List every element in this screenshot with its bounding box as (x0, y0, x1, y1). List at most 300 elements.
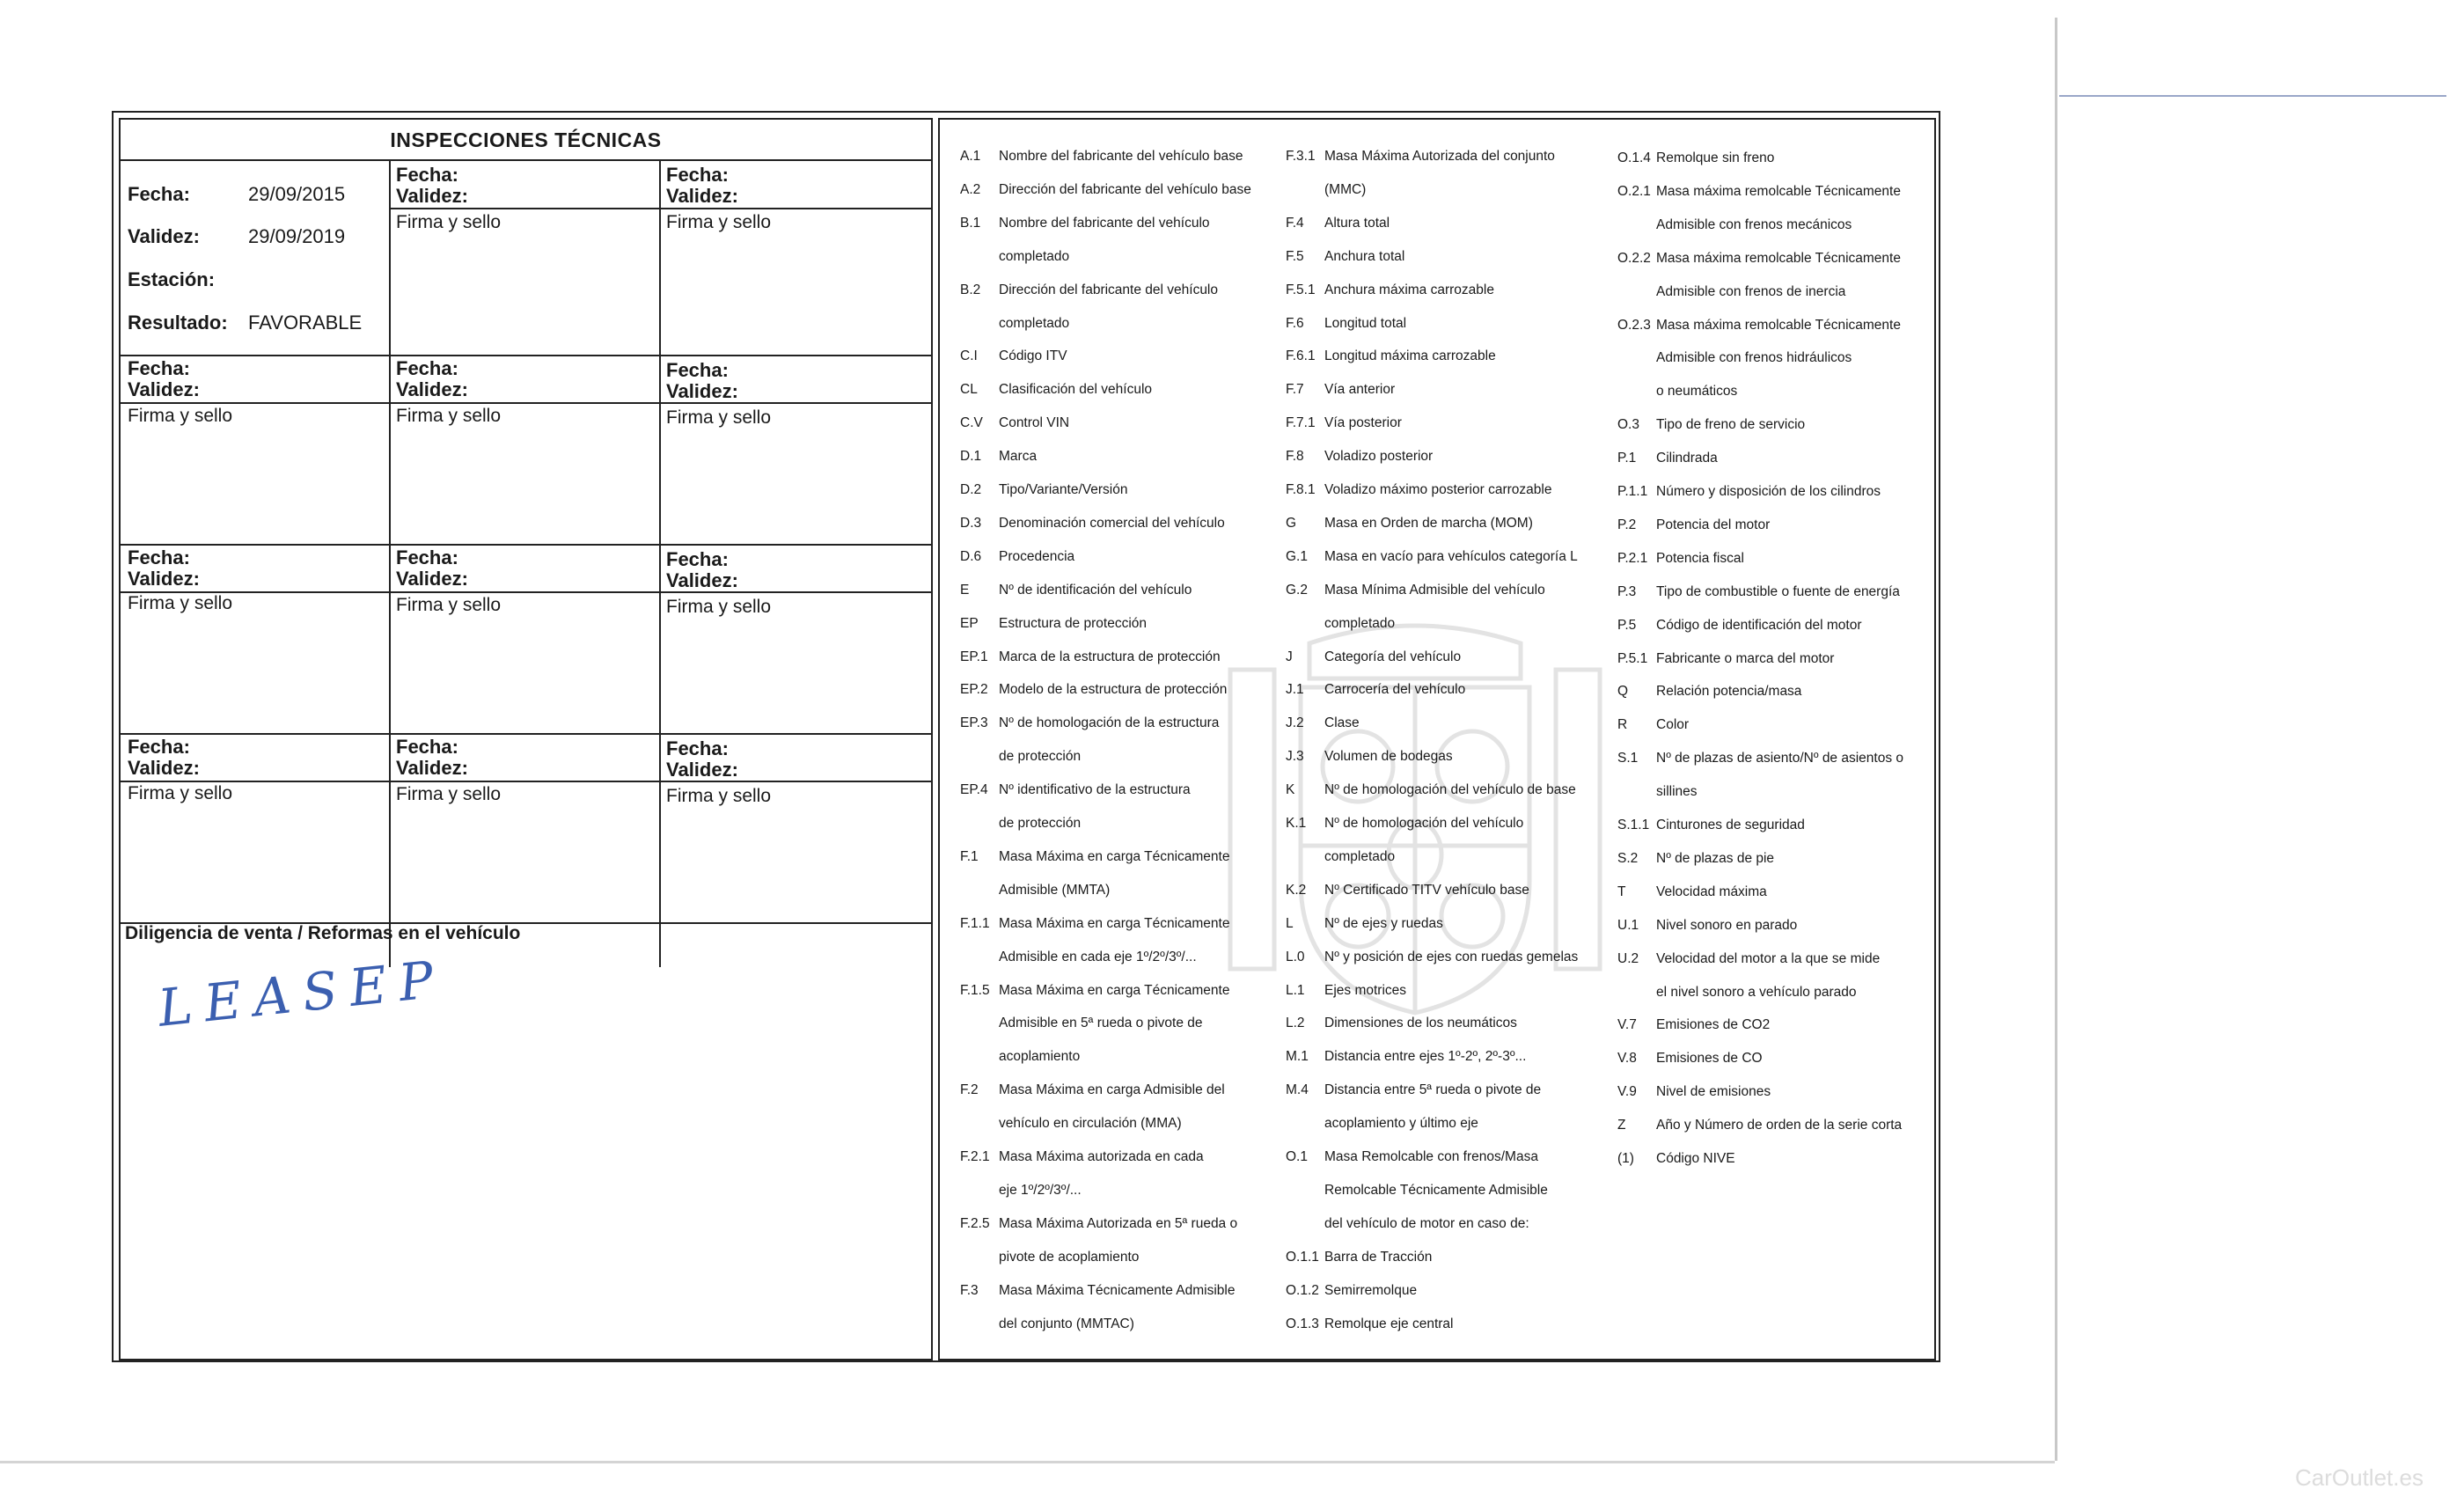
legend-code: F.2 (960, 1082, 979, 1098)
legend-code: O.1.4 (1617, 150, 1651, 165)
legend-entry (1286, 1048, 1526, 1066)
paper-bottom-edge (0, 1461, 2055, 1463)
legend-text: Nº Certificado TITV vehículo base (1324, 882, 1529, 898)
legend-entry (1617, 716, 1689, 734)
legend-text: Masa máxima remolcable Técnicamente (1656, 317, 1901, 333)
legend-code: V.8 (1617, 1051, 1637, 1067)
legend-entry (960, 848, 1229, 866)
firma-sello-label: Firma y sello (128, 783, 233, 803)
handwritten-annotation: LEASEP (155, 948, 449, 1038)
firma-sello-label: Firma y sello (396, 595, 502, 615)
legend-code: G.2 (1286, 582, 1308, 598)
validez-label: Validez: (396, 378, 468, 400)
legend-entry (1617, 1050, 1763, 1067)
legend-code: O.1.1 (1286, 1249, 1319, 1265)
fecha-label: Fecha: (666, 359, 729, 381)
legend-text: Masa máxima remolcable Técnicamente (1656, 183, 1901, 199)
legend-code: F.2.1 (960, 1149, 990, 1164)
legend-text-continuation: sillines (1656, 784, 1698, 800)
legend-text: Nº de identificación del vehículo (999, 582, 1192, 598)
legend-entry (960, 215, 1210, 232)
legend-code: O.1.3 (1286, 1316, 1319, 1331)
validez-label: Validez: (666, 185, 738, 207)
legend-code: D.3 (960, 515, 982, 531)
legend-entry (1617, 517, 1770, 534)
legend-code: G.1 (1286, 548, 1308, 564)
legend-text: Marca (999, 449, 1038, 465)
legend-text: Ejes motrices (1324, 982, 1407, 998)
legend-entry (960, 681, 1227, 699)
fecha-label: Fecha: (128, 357, 190, 379)
legend-entry (1617, 583, 1900, 601)
legend-text-continuation: de protección (999, 816, 1082, 831)
legend-text-continuation: Admisible con frenos mecánicos (1656, 216, 1852, 232)
legend-code: K.2 (1286, 882, 1307, 898)
legend-text-continuation: completado (1324, 615, 1396, 631)
legend-text-continuation: vehículo en circulación (MMA) (999, 1116, 1182, 1132)
legend-text: Masa Máxima Autorizada del conjunto (1324, 149, 1555, 164)
legend-text: Altura total (1324, 215, 1390, 231)
legend-code: EP.4 (960, 782, 988, 798)
legend-text: Vía anterior (1324, 382, 1396, 398)
legend-text: Volumen de bodegas (1324, 749, 1453, 765)
legend-entry (1286, 248, 1404, 266)
legend-code: F.3.1 (1286, 149, 1316, 164)
legend-code: L.2 (1286, 1016, 1305, 1031)
legend-code: A.2 (960, 181, 981, 197)
legend-text: Relación potencia/masa (1656, 684, 1802, 700)
legend-text: Código de identificación del motor (1656, 617, 1862, 633)
legend-entry (1286, 815, 1523, 832)
legend-entry (1617, 683, 1801, 700)
legend-code: O.2.1 (1617, 183, 1651, 199)
row2-header-line (121, 402, 931, 404)
legend-text: Masa en Orden de marcha (MOM) (1324, 515, 1533, 531)
legend-code: F.7 (1286, 382, 1304, 398)
col-divider-1 (389, 159, 391, 967)
legend-code: S.1.1 (1617, 818, 1650, 832)
validez-label: Validez: (396, 568, 468, 590)
legend-text: Carrocería del vehículo (1324, 682, 1466, 698)
legend-text: Potencia del motor (1656, 517, 1771, 532)
legend-text: Categoría del vehículo (1324, 649, 1462, 664)
legend-text: Masa máxima remolcable Técnicamente (1656, 250, 1901, 266)
legend-text-continuation: o neumáticos (1656, 384, 1738, 400)
legend-code: P.5.1 (1617, 650, 1648, 666)
legend-text: Voladizo posterior (1324, 449, 1434, 465)
legend-text: Distancia entre ejes 1º-2º, 2º-3º... (1324, 1049, 1527, 1065)
legend-entry (1617, 884, 1767, 901)
legend-entry (1617, 617, 1862, 634)
legend-text-continuation: Remolcable Técnicamente Admisible (1324, 1182, 1548, 1198)
legend-entry (960, 915, 1229, 933)
legend-text: Masa Máxima en carga Técnicamente (999, 848, 1230, 864)
legend-code: B.1 (960, 215, 981, 231)
validez-label: Validez: (666, 380, 738, 402)
legend-code: G (1286, 515, 1297, 531)
fecha-label: Fecha: (666, 548, 729, 570)
row1-bottom (121, 355, 931, 356)
row4-header-line (121, 781, 931, 782)
legend-text: Masa Máxima en carga Técnicamente (999, 915, 1230, 931)
legend-code: K (1286, 782, 1295, 798)
legend-code: J.3 (1286, 749, 1304, 765)
legend-text: Masa Máxima autorizada en cada (999, 1149, 1204, 1164)
legend-text: Procedencia (999, 548, 1075, 564)
legend-entry (960, 448, 1037, 466)
legend-text: Cilindrada (1656, 451, 1718, 466)
legend-code: B.2 (960, 282, 981, 297)
legend-code: O.2.2 (1617, 250, 1651, 266)
legend-code: V.9 (1617, 1084, 1637, 1100)
legend-text: Dirección del fabricante del vehículo base (999, 181, 1251, 197)
legend-panel (938, 118, 1936, 1360)
legend-text: Dimensiones de los neumáticos (1324, 1016, 1517, 1031)
validez-label: Validez: (666, 569, 738, 591)
legend-text: Longitud máxima carrozable (1324, 348, 1496, 364)
estacion-label: Estación: (128, 268, 216, 290)
legend-text-continuation: completado (999, 248, 1070, 264)
legend-entry (960, 381, 1152, 399)
fecha-label: Fecha: (128, 183, 190, 205)
legend-entry (960, 481, 1127, 499)
fecha-label: Fecha: (666, 164, 729, 186)
legend-code: O.2.3 (1617, 317, 1651, 333)
watermark: CarOutlet.es (2295, 1464, 2424, 1491)
legend-entry (960, 649, 1221, 666)
legend-text: Cinturones de seguridad (1656, 818, 1805, 832)
legend-entry (1286, 1015, 1517, 1032)
legend-text: Color (1656, 717, 1690, 733)
firma-sello-label: Firma y sello (666, 407, 772, 428)
legend-entry (1286, 548, 1578, 566)
legend-code: F.3 (960, 1282, 979, 1298)
legend-entry (1286, 414, 1402, 432)
legend-entry (960, 548, 1074, 566)
legend-code: U.1 (1617, 917, 1639, 933)
legend-text: Número y disposición de los cilindros (1656, 484, 1881, 499)
legend-text-continuation: eje 1º/2º/3º/... (999, 1182, 1082, 1198)
legend-code: F.6.1 (1286, 348, 1316, 364)
legend-code: L.1 (1286, 982, 1305, 998)
legend-text: Código ITV (999, 348, 1067, 364)
legend-code: C.I (960, 348, 978, 364)
legend-entry (1286, 448, 1433, 466)
validez-label: Validez: (666, 759, 738, 781)
legend-text: Tipo de combustible o fuente de energía (1656, 583, 1900, 599)
legend-code: L (1286, 915, 1294, 931)
legend-text-continuation: del conjunto (MMTAC) (999, 1316, 1134, 1331)
legend-text: Control VIN (999, 415, 1070, 431)
row2-bottom (121, 544, 931, 546)
legend-entry (960, 148, 1243, 165)
legend-text: Anchura total (1324, 248, 1405, 264)
legend-entry (1617, 1150, 1735, 1168)
legend-entry (1617, 1117, 1902, 1134)
legend-text-continuation: completado (999, 315, 1070, 331)
legend-entry (960, 1148, 1204, 1166)
legend-entry (960, 414, 1069, 432)
resultado-label: Resultado: (128, 312, 228, 334)
fecha-label: Fecha: (128, 546, 190, 568)
legend-text-continuation: Admisible con frenos de inercia (1656, 283, 1846, 299)
legend-entry (1286, 681, 1465, 699)
panel-title: INSPECCIONES TÉCNICAS (390, 128, 662, 151)
legend-text: Nº de homologación de la estructura (999, 715, 1220, 731)
legend-text-continuation: Admisible (MMTA) (999, 882, 1111, 898)
legend-entry (1286, 915, 1443, 933)
fecha-label: Fecha: (396, 357, 458, 379)
legend-text-continuation: Admisible en 5ª rueda o pivote de (999, 1016, 1203, 1031)
legend-entry (960, 282, 1218, 299)
legend-text: Nº de plazas de pie (1656, 850, 1775, 866)
legend-code: F.5 (1286, 248, 1304, 264)
legend-text-continuation: de protección (999, 749, 1082, 765)
validez-label: Validez: (128, 568, 200, 590)
legend-code: A.1 (960, 149, 981, 164)
diligencia-label: Diligencia de venta / Reformas en el vehículo (125, 923, 521, 943)
legend-entry (960, 615, 1147, 633)
legend-text: Velocidad del motor a la que se mide (1656, 950, 1881, 966)
legend-entry (1286, 282, 1494, 299)
legend-entry (1617, 850, 1774, 868)
legend-text: Masa Máxima en carga Técnicamente (999, 982, 1230, 998)
legend-entry (960, 1082, 1225, 1099)
legend-code: F.1.1 (960, 915, 990, 931)
legend-code: T (1617, 884, 1626, 899)
legend-entry (1286, 1282, 1417, 1300)
legend-code: P.1 (1617, 451, 1637, 466)
legend-text-continuation: pivote de acoplamiento (999, 1249, 1140, 1265)
legend-code: D.1 (960, 449, 982, 465)
legend-code: O.3 (1617, 417, 1639, 433)
fecha-label: Fecha: (396, 164, 458, 186)
legend-code: F.4 (1286, 215, 1304, 231)
legend-text: Longitud total (1324, 315, 1407, 331)
legend-entry (1286, 515, 1533, 532)
legend-text: Año y Número de orden de la serie corta (1656, 1118, 1903, 1133)
legend-entry (1617, 950, 1880, 968)
legend-text: Nº identificativo de la estructura (999, 782, 1191, 798)
legend-text: Remolque eje central (1324, 1316, 1454, 1331)
fecha-label: Fecha: (128, 736, 190, 758)
legend-text: Masa Remolcable con frenos/Masa (1324, 1149, 1538, 1164)
legend-code: S.1 (1617, 751, 1639, 766)
legend-entry (1286, 949, 1578, 966)
legend-code: F.2.5 (960, 1215, 990, 1231)
legend-text-continuation: (MMC) (1324, 181, 1367, 197)
legend-entry (1286, 582, 1545, 599)
legend-code: F.8.1 (1286, 482, 1316, 497)
paper-right-line (2059, 95, 2446, 97)
fecha-label: Fecha: (396, 736, 458, 758)
legend-entry (1617, 1016, 1770, 1034)
legend-text: Dirección del fabricante del vehículo (999, 282, 1218, 297)
legend-entry (960, 582, 1192, 599)
legend-entry (960, 982, 1229, 1000)
legend-entry (1617, 917, 1797, 935)
legend-entry (1286, 748, 1453, 766)
legend-code: CL (960, 382, 978, 398)
firma-sello-label: Firma y sello (666, 786, 772, 806)
legend-text: Remolque sin freno (1656, 150, 1775, 165)
legend-text: Modelo de la estructura de protección (999, 682, 1228, 698)
legend-text: Nº de ejes y ruedas (1324, 915, 1443, 931)
legend-text-continuation: Admisible en cada eje 1º/2º/3º/... (999, 949, 1197, 964)
legend-entry (1617, 1083, 1771, 1101)
legend-text-continuation: acoplamiento y último eje (1324, 1116, 1478, 1132)
legend-text: Emisiones de CO (1656, 1051, 1763, 1067)
fecha-label: Fecha: (666, 737, 729, 759)
legend-entry (960, 1282, 1236, 1300)
legend-text: Velocidad máxima (1656, 884, 1767, 899)
legend-code: P.3 (1617, 583, 1637, 599)
firma-sello-label: Firma y sello (666, 597, 772, 617)
legend-code: F.6 (1286, 315, 1304, 331)
resultado-value: FAVORABLE (248, 312, 363, 334)
firma-sello-label: Firma y sello (666, 212, 772, 232)
validez-label: Validez: (128, 225, 200, 247)
legend-text-continuation: el nivel sonoro a vehículo parado (1656, 984, 1857, 1000)
legend-text: Nivel de emisiones (1656, 1084, 1771, 1100)
legend-code: P.2 (1617, 517, 1637, 532)
validez-value: 29/09/2019 (248, 225, 346, 247)
legend-code: P.5 (1617, 617, 1637, 633)
legend-text: Fabricante o marca del motor (1656, 650, 1835, 666)
firma-sello-label: Firma y sello (396, 406, 502, 426)
validez-label: Validez: (396, 185, 468, 207)
col-divider-2 (659, 159, 661, 967)
legend-entry (960, 348, 1067, 365)
legend-text: Tipo de freno de servicio (1656, 417, 1806, 433)
validez-label: Validez: (396, 757, 468, 779)
legend-code: F.5.1 (1286, 282, 1316, 297)
legend-code: EP.3 (960, 715, 988, 731)
legend-code: R (1617, 717, 1628, 733)
legend-entry (1617, 183, 1901, 201)
fecha-value: 29/09/2015 (248, 183, 346, 205)
legend-entry (960, 181, 1251, 199)
legend-code: J.1 (1286, 682, 1304, 698)
row1-header-line (389, 208, 931, 209)
legend-text: Nº de homologación del vehículo de base (1324, 782, 1576, 798)
legend-code: EP.1 (960, 649, 988, 664)
legend-entry (960, 515, 1225, 532)
legend-code: F.7.1 (1286, 415, 1316, 431)
validez-label: Validez: (128, 757, 200, 779)
legend-text: Anchura máxima carrozable (1324, 282, 1494, 297)
legend-text: Clasificación del vehículo (999, 382, 1153, 398)
legend-entry (1286, 1249, 1432, 1266)
legend-entry (1286, 381, 1395, 399)
legend-code: U.2 (1617, 950, 1639, 966)
legend-code: Q (1617, 684, 1629, 700)
legend-code: EP.2 (960, 682, 988, 698)
firma-sello-label: Firma y sello (396, 784, 502, 804)
legend-entry (1286, 1316, 1453, 1333)
legend-code: O.1 (1286, 1149, 1308, 1164)
legend-code: D.6 (960, 548, 982, 564)
legend-entry (1617, 250, 1901, 268)
legend-text: Semirremolque (1324, 1282, 1418, 1298)
legend-text: Tipo/Variante/Versión (999, 482, 1128, 497)
row3-bottom (121, 733, 931, 735)
legend-code: D.2 (960, 482, 982, 497)
row3-header-line (121, 591, 931, 593)
legend-entry (1286, 715, 1360, 732)
legend-entry (1286, 215, 1390, 232)
legend-entry (960, 1215, 1237, 1233)
legend-code: F.8 (1286, 449, 1304, 465)
firma-sello-label: Firma y sello (128, 406, 233, 426)
legend-text-continuation: Admisible con frenos hidráulicos (1656, 350, 1852, 366)
legend-code: Z (1617, 1118, 1626, 1133)
firma-sello-label: Firma y sello (396, 212, 502, 232)
legend-entry (1617, 750, 1903, 767)
paper-right-edge (2055, 18, 2057, 1461)
legend-code: S.2 (1617, 850, 1639, 866)
legend-entry (1617, 550, 1744, 568)
legend-text: Voladizo máximo posterior carrozable (1324, 482, 1552, 497)
legend-code: E (960, 582, 970, 598)
firma-sello-label: Firma y sello (128, 593, 233, 613)
legend-text: Distancia entre 5ª rueda o pivote de (1324, 1082, 1542, 1098)
legend-entry (1617, 650, 1834, 668)
legend-text: Nombre del fabricante del vehículo (999, 215, 1210, 231)
legend-entry (1286, 148, 1555, 165)
legend-entry (1617, 817, 1805, 834)
legend-text: Emisiones de CO2 (1656, 1017, 1771, 1033)
legend-text: Código NIVE (1656, 1151, 1735, 1166)
legend-code: L.0 (1286, 949, 1305, 964)
legend-text: Nombre del fabricante del vehículo base (999, 149, 1243, 164)
fecha-label: Fecha: (396, 546, 458, 568)
legend-text: Nivel sonoro en parado (1656, 917, 1798, 933)
legend-entry (1617, 317, 1901, 334)
legend-entry (1286, 1082, 1541, 1099)
legend-text: Masa Máxima Autorizada en 5ª rueda o (999, 1215, 1238, 1231)
legend-text: Denominación comercial del vehículo (999, 515, 1225, 531)
legend-code: O.1.2 (1286, 1282, 1319, 1298)
legend-code: EP (960, 615, 979, 631)
legend-text: Nº de homologación del vehículo (1324, 816, 1524, 831)
legend-code: (1) (1617, 1151, 1634, 1166)
legend-code: M.4 (1286, 1082, 1309, 1098)
legend-text: Nº de plazas de asiento/Nº de asientos o (1656, 751, 1904, 766)
legend-text: Masa en vacío para vehículos categoría L (1324, 548, 1578, 564)
legend-entry (960, 715, 1219, 732)
legend-code: J (1286, 649, 1293, 664)
legend-entry (960, 781, 1191, 799)
legend-entry (1286, 882, 1529, 899)
legend-entry (1286, 315, 1406, 333)
legend-text: Barra de Tracción (1324, 1249, 1433, 1265)
legend-text-continuation: del vehículo de motor en caso de: (1324, 1215, 1529, 1231)
legend-entry (1286, 481, 1551, 499)
legend-text: Clase (1324, 715, 1360, 731)
legend-entry (1617, 416, 1805, 434)
legend-entry (1286, 1148, 1538, 1166)
validez-label: Validez: (128, 378, 200, 400)
legend-code: V.7 (1617, 1017, 1637, 1033)
legend-text: Nº y posición de ejes con ruedas gemelas (1324, 949, 1579, 964)
legend-entry (1617, 450, 1718, 467)
legend-entry (1286, 781, 1576, 799)
title-divider (121, 159, 931, 161)
legend-entry (1617, 150, 1774, 167)
legend-entry (1286, 348, 1496, 365)
legend-code: C.V (960, 415, 983, 431)
